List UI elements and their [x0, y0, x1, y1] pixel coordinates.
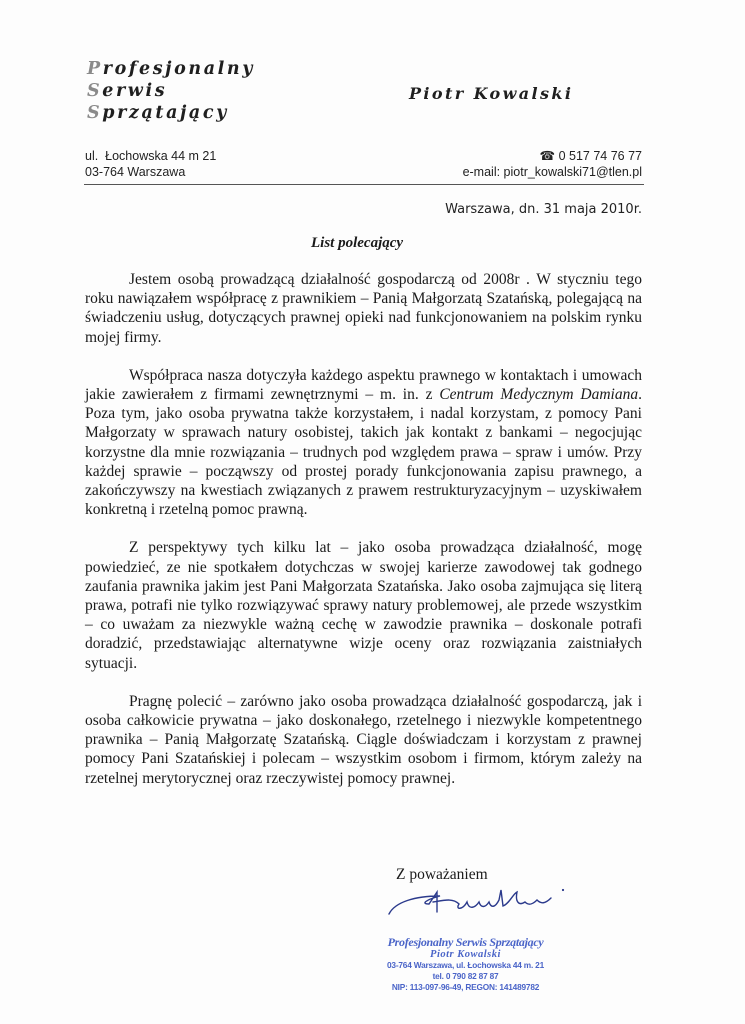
- stamp-company: Profesjonalny Serwis Sprzątający: [387, 935, 544, 949]
- letter-date: Warszawa, dn. 31 maja 2010r.: [445, 202, 642, 217]
- paragraph-1: Jestem osobą prowadzącą działalność gospodarczą od 2008r . W styczniu tego roku nawiązałem współpracę z prawnikiem – Panią Małgorzatą Szatańską, polegającą na świadczeniu usług, dotyczących prawnej opieki nad funkcjonowaniem na polskim rynku mojej firmy.: [85, 271, 642, 346]
- letter-body: [85, 270, 642, 807]
- handwritten-signature: [385, 882, 575, 922]
- paragraph-2: Współpraca nasza dotyczyła każdego aspektu prawnego w kontaktach i umowach jakie zawierałem z firmami zewnętrznymi – m. in. z Centrum Medycznym Damiana. Poza tym, jako osoba prywatna także korzystałem, i nadal korzystam, z pomocy Pani Małgorzaty w sprawach natury osobistej, takich jak kontakt z bankami – negocjując korzystne dla mnie rozwiązania – trudnych pod względem prawa – spraw i umów. Przy każdej sprawie – począwszy od prostej porady funkcjonowania zapisu prawnego, a zakończywszy na kwestiach związanych z prawem restrukturyzacyjnym – uzyskiwałem konkretną i rzetelną pomoc prawną.: [85, 366, 642, 519]
- stamp-tax-ids: NIP: 113-097-96-49, REGON: 141489782: [391, 982, 540, 992]
- closing-salutation: Z poważaniem: [396, 866, 488, 883]
- sender-address: [85, 148, 216, 180]
- clinic-name: Centrum Medycznym Damiana: [439, 386, 639, 404]
- company-name: [87, 58, 255, 124]
- sender-contact: [463, 148, 642, 180]
- stamp-phone: tel. 0 790 82 87 87: [432, 971, 499, 981]
- company-line: Sprzątający: [87, 103, 229, 123]
- company-line: Profesjonalny: [87, 59, 255, 79]
- phone-line: [463, 148, 642, 164]
- address-street: ul. Łochowska 44 m 21: [85, 149, 217, 163]
- address-city: 03-764 Warszawa: [85, 165, 186, 179]
- stamp-address: 03-764 Warszawa, ul. Łochowska 44 m. 21: [387, 960, 544, 970]
- company-stamp: [378, 936, 553, 993]
- stamp-person: Piotr Kowalski: [430, 949, 501, 960]
- email-line: e-mail: piotr_kowalski71@tlen.pl: [462, 165, 642, 179]
- phone-number: 0 517 74 76 77: [558, 149, 642, 163]
- company-line: Serwis: [87, 81, 168, 101]
- phone-icon: ☎: [539, 149, 556, 163]
- header-divider: [84, 184, 644, 185]
- letter-title: List polecający: [311, 235, 404, 251]
- paragraph-4: Pragnę polecić – zarówno jako osoba prowadząca działalność gospodarczą, jak i osoba całkowicie prywatna – jako doskonałego, rzetelnego i niezwykle kompetentnego prawnika – Panią Małgorzatę Szatańską. Ciągle doświadczam i korzystam z prawnej pomocy Pani Szatańskiej i polecam – wszystkim osobom i firmom, którym zależy na rzetelnej merytorycznej oraz rzeczywistej pomocy prawnej.: [85, 692, 642, 787]
- paragraph-3: Z perspektywy tych kilku lat – jako osoba prowadząca działalność, mogę powiedzieć, ze nie spotkałem dotychczas w swojej karierze zawodowej tak godnego zaufania prawnika jakim jest Pani Małgorzata Szatańska. Jako osoba zajmująca się literą prawa, potrafi nie tylko rozwiązywać sprawy natury problemowej, ale przede wszystkim – co uważam za niezwykle ważną cechę w zawodzie prawnika – doskonale potrafi doradzić, przedstawiając alternatywne wizje oceny oraz rozwiązania zaistniałych sytuacji.: [85, 539, 642, 672]
- sender-name: Piotr Kowalski: [409, 84, 574, 103]
